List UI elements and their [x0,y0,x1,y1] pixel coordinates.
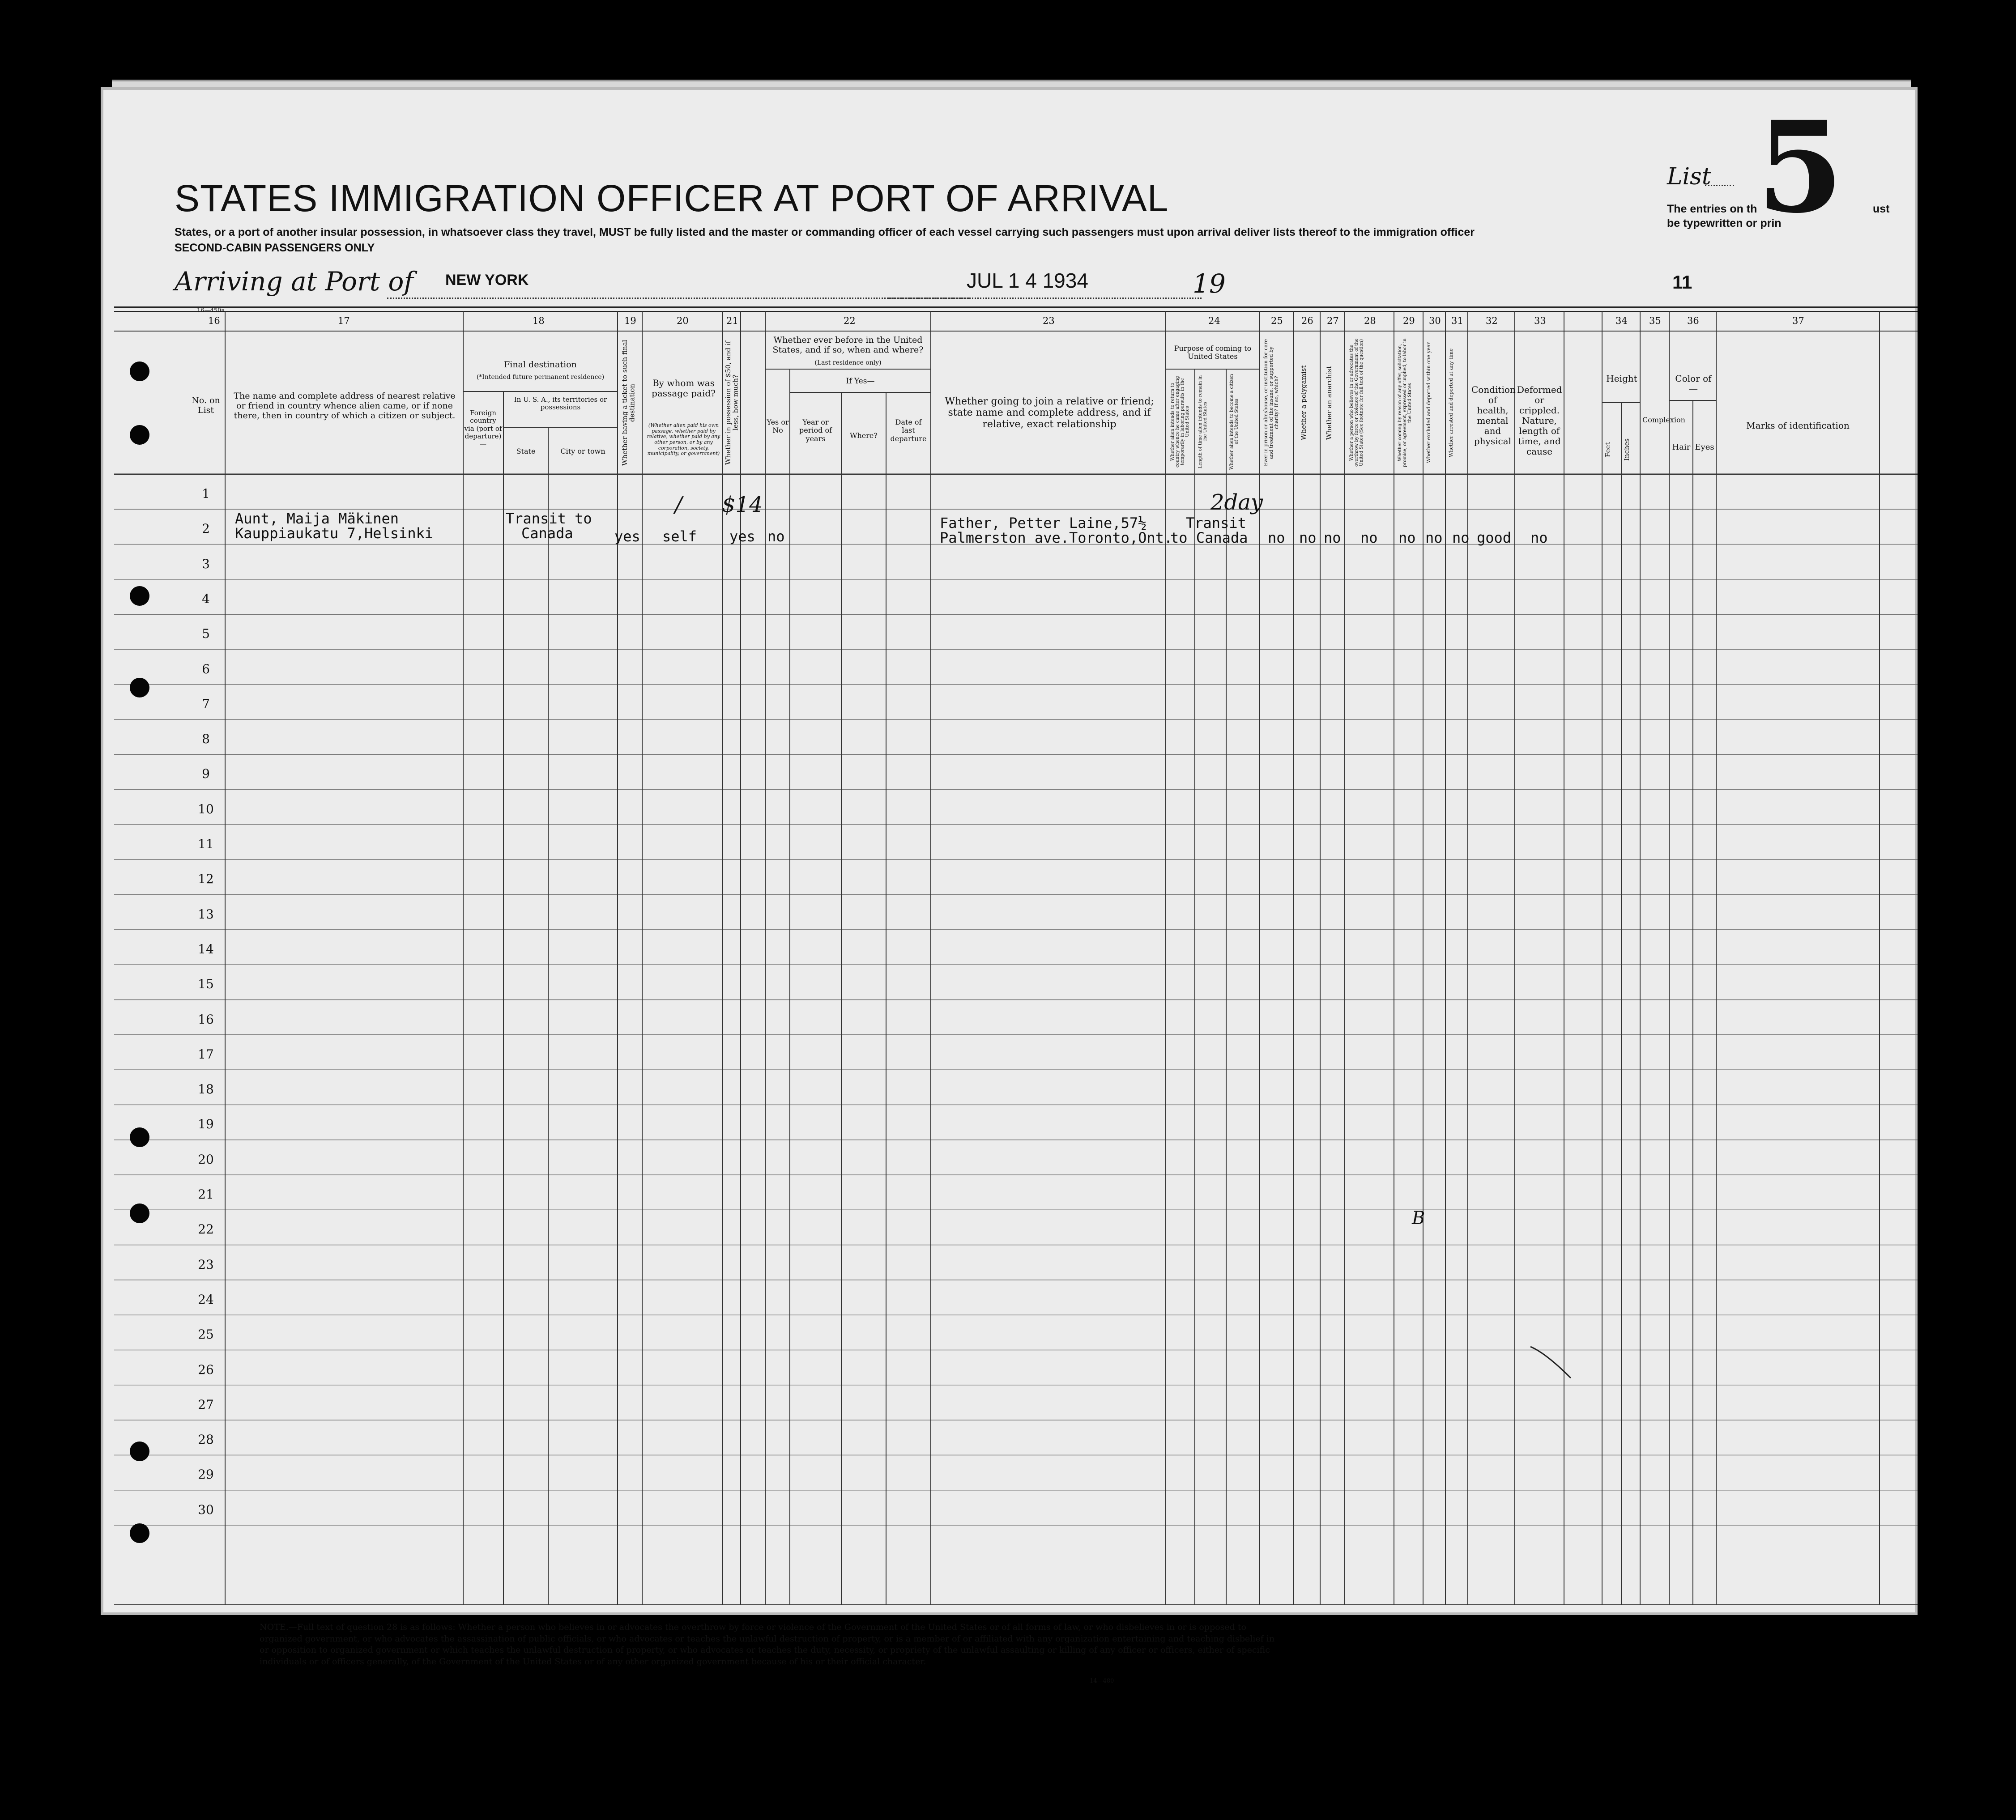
col-num-34: 34 [1615,315,1628,326]
row-number: 6 [202,661,210,676]
col-22-year: Year or period of years [799,418,832,443]
row-number: 19 [198,1117,214,1132]
row-number: 21 [198,1187,214,1202]
col-18-sublabel: (*Intended future permanent residence) [476,374,605,381]
row-number: 28 [198,1432,214,1447]
entry1-money-hand: $14 [722,492,763,517]
entry1-prison: no [1268,529,1285,546]
col-36-eyes: Eyes [1695,442,1714,452]
binder-hole [130,678,149,697]
footer-code: 14—480 [1090,1678,1114,1684]
row-number: 8 [202,731,210,747]
row-number: 30 [198,1502,214,1517]
row-number: 24 [198,1292,214,1307]
cabin-class: SECOND-CABIN PASSENGERS ONLY [175,242,375,254]
row-number: 23 [198,1257,214,1272]
col-31-label: Whether arrested and deported at any time [1448,348,1454,457]
row-number: 7 [202,696,210,711]
entry1-polygamist: no [1299,529,1317,546]
entry1-dest-line1: Transit to [506,510,592,527]
binder-hole [130,361,149,381]
col-num-21: 21 [726,315,738,326]
col-23-label: Whether going to join a relative or friend; state name and complete address, and if relative, exact relationship [945,396,1154,430]
row-number: 4 [202,591,210,606]
col-num-36: 36 [1687,315,1699,326]
col-26-label: Whether a polygamist [1300,365,1308,440]
entries-note-2: be typewritten or prin [1667,217,1782,230]
col-22-yesno: Yes or No [767,418,789,435]
col-19-label: Whether having a ticket to such final destination [621,340,636,466]
col-num-23: 23 [1043,315,1055,326]
entry1-before-us: no [767,528,785,545]
row-number: 5 [202,626,210,642]
col-20-sub: (Whether alien paid his own passage, whether paid by relative, whether paid by any other person, or by any corporation, society, municipality, or government) [647,422,720,457]
row-number: 16 [198,1012,214,1027]
list-label: List [1667,163,1711,190]
row-number: 2 [202,521,210,536]
entry1-deformed: no [1530,529,1548,546]
row-number: 26 [198,1362,214,1377]
col-34-inches: Inches [1623,438,1631,461]
sheet-ref: 11 [1672,272,1692,293]
col-num-26: 26 [1301,315,1313,326]
col-35-label: Complexion [1642,416,1685,424]
col-18-label: Final destination [504,360,577,370]
col-20-label: By whom was passage paid? [652,378,716,399]
entry1-ticket: yes [614,528,640,545]
subtitle-line: States, or a port of another insular possession, in whatsoever class they travel, MUST be fully listed and the master or commanding officer of each vessel carrying such passengers must upon arrival deliver lists thereof to the immigration officer [175,226,1475,238]
date-stamp: JUL 1 4 1934 [967,269,1088,292]
col-22-label: Whether ever before in the United States, and if so, when and where? [772,335,924,355]
entry1-relative-line1: Aunt, Maija Mäkinen [235,510,399,527]
row-number: 18 [198,1082,214,1097]
col-num-24: 24 [1208,315,1220,326]
col-34-feet: Feet [1604,442,1612,457]
col-36-hair: Hair [1672,442,1691,452]
col-34-label: Height [1606,373,1637,384]
col-22-ifyes: If Yes— [846,377,875,386]
col-30-label: Whether excluded and deported within one year [1426,342,1432,464]
margin-mark: B [1412,1208,1425,1229]
row-number: 3 [202,556,210,571]
col-24-b: Length of time alien intends to remain in the United States [1198,375,1208,468]
entry1-tick-mark: / [675,492,682,517]
page-title: STATES IMMIGRATION OFFICER AT PORT OF ARRIVAL [175,177,1169,219]
stray-pen-stroke [1528,1344,1573,1380]
entry1-money-yes: yes [729,528,755,545]
row-number: 1 [202,486,210,502]
year-prefix: 19 [1193,268,1226,299]
col-17-label: The name and complete address of nearest relative or friend in country whence alien came, or if none there, then in country of which a citizen or subject. [234,391,456,421]
row-number: 15 [198,977,214,992]
entry1-excluded: no [1425,529,1443,546]
col-37-label: Marks of identification [1746,420,1850,431]
row-number: 11 [198,837,214,852]
col-num-29: 29 [1403,315,1415,326]
binder-hole [130,586,149,606]
row-number: 20 [198,1152,214,1167]
entry1-purpose-line1: Transit [1186,515,1246,532]
col-28-label: Whether a person who believes in or advocates the overthrow by force or violence of the Government of the United States (See footnote for full text of the question) [1349,338,1364,467]
entry1-deported: no [1452,529,1470,546]
col-21-label: Whether in possession of $50, and if less, how much? [724,340,740,465]
col-num-17: 17 [338,315,350,326]
col-33-label: Deformed or crippled. Nature, length of time, and cause [1517,384,1562,457]
col-num-16: 16 [208,315,220,326]
row-number: 17 [198,1046,214,1062]
row-number: 13 [198,906,214,922]
list-number: 5 [1756,94,1844,241]
col-36-label: Color of— [1675,373,1712,394]
entry1-purpose-hand: 2day [1210,490,1263,515]
col-25-label: Ever in prison or almshouse, or institution for care and treatment of the insane, or supported by charity? If so, which? [1263,339,1280,466]
entries-note-1b: ust [1873,203,1890,215]
entry1-anarchist: no [1324,529,1341,546]
entry1-contract: no [1398,529,1416,546]
col-num-33: 33 [1534,315,1546,326]
binder-hole [130,1127,149,1147]
row-number: 25 [198,1327,214,1342]
entry1-join-line2: Palmerston ave.Toronto,Ont. [940,529,1173,546]
col-num-22: 22 [844,315,856,326]
arriving-label: Arriving at Port of [175,266,413,297]
binder-hole [130,1523,149,1543]
col-32-label: Condition of health, mental and physical [1471,384,1516,446]
binder-hole [130,1442,149,1461]
col-num-28: 28 [1364,315,1376,326]
row-number: 10 [198,801,214,816]
col-num-37: 37 [1792,315,1804,326]
col-18-city: City or town [560,447,605,455]
col-27-label: Whether an anarchist [1325,366,1333,440]
row-number: 12 [198,872,214,887]
binder-hole [130,425,149,445]
col-num-32: 32 [1486,315,1498,326]
col-18-foreign: Foreign country via (port of departure)— [464,409,502,448]
col-18-usa: In U. S. A., its territories or possessions [514,395,607,412]
entry1-purpose-line2: to Canada [1170,529,1248,546]
col-num-35: 35 [1649,315,1661,326]
col-22-date: Date of last departure [890,418,927,443]
port-name: NEW YORK [445,272,529,289]
entry1-dest-line2: Canada [521,525,573,542]
col-num-31: 31 [1451,315,1463,326]
col-22-sub: (Last residence only) [814,359,882,366]
row-number: 22 [198,1222,214,1237]
row-number: 27 [198,1397,214,1412]
manifest-page [101,87,1918,1684]
entry1-paid-by: self [662,528,697,545]
col-29-label: Whether coming by reason of any offer, solicitation, promise, or agreement, expressed or implied, to labor in the United States [1398,338,1412,467]
table-grid [101,87,1918,1615]
col-num-18: 18 [533,315,545,326]
entry1-health: good [1477,529,1512,546]
entry1-overthrow: no [1360,529,1378,546]
col-24-c: Whether alien intends to become a citizen of the United States [1229,374,1239,470]
col-24-a: Whether alien intends to return to country whence he came after engaging temporarily in laboring pursuits in the United States [1170,376,1190,468]
binder-hole [130,1203,149,1223]
entry1-join-line1: Father, Petter Laine,57½ [940,515,1147,532]
col-18-state: State [516,447,536,455]
col-num-30: 30 [1429,315,1441,326]
row-number: 9 [202,766,210,782]
col-24-label: Purpose of coming to United States [1174,344,1252,361]
col-num-19: 19 [624,315,636,326]
row-number: 29 [198,1467,214,1482]
col-num-27: 27 [1327,315,1339,326]
col-22-where: Where? [850,431,878,440]
entry1-relative-line2: Kauppiaukatu 7,Helsinki [235,525,434,542]
form-code: 16—450a [197,307,225,314]
col-16-label: No. on List [192,395,220,415]
col-num-25: 25 [1271,315,1283,326]
footnote: NOTE.—Full text of question 28 is as follows: Whether a person who believes in or advocates the overthrow by force or violence of the Government of the United States or of all forms of law, or who disbelieves in or is opposed to organized government, or who advocates the assassination of public officials, or who advocates or teaches the unlawful destruction of property, or is a member of or affiliated with any organization entertaining and teaching disbelief in or opposition to organized government or which teaches the unlawful destruction of property, or who advocates or teaches the duty, necessity, or propriety of the unlawful assaulting or killing of any officer or officers, either of specific individuals or of officers generally, of the Government of the United States or of any other organized government because of his or their official character. [260,1622,1275,1667]
row-number: 14 [198,941,214,957]
col-num-20: 20 [677,315,689,326]
entries-note-1: The entries on th [1667,203,1757,215]
